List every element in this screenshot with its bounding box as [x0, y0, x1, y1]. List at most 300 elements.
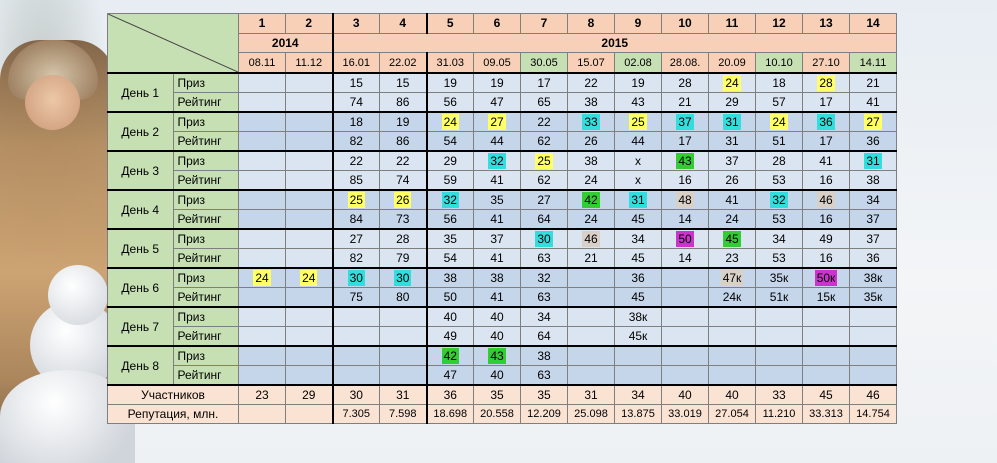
snowman-head-image [48, 265, 108, 325]
rating-value-cell [427, 210, 474, 230]
year-label: 2014 [239, 33, 333, 53]
prize-value-cell [568, 268, 615, 288]
rating-value-cell [521, 249, 568, 269]
participants-value: 30 [333, 385, 380, 405]
prize-value-cell [709, 190, 756, 210]
prize-value-cell [615, 307, 662, 327]
participants-value: 33 [756, 385, 803, 405]
prize-value-cell [521, 190, 568, 210]
rating-value: 16 [819, 212, 833, 226]
day-label: День 2 [108, 112, 174, 151]
rating-value-cell [803, 132, 850, 152]
prize-value: 34 [631, 232, 645, 246]
prize-value-cell [380, 307, 427, 327]
prize-value-cell [568, 73, 615, 93]
rating-value-cell [662, 366, 709, 386]
reputation-value: 27.054 [709, 405, 756, 424]
prize-value: 33 [584, 115, 598, 129]
rating-value-cell [803, 171, 850, 191]
rating-value-cell [333, 249, 380, 269]
prize-value: 19 [396, 115, 410, 129]
rating-value: 16 [678, 173, 692, 187]
rating-value: 35к [863, 290, 883, 304]
prize-value-cell [239, 346, 286, 366]
column-number: 3 [333, 14, 380, 34]
prize-value: 24 [443, 115, 457, 129]
rating-value-cell [615, 171, 662, 191]
rating-value-cell [239, 249, 286, 269]
day-3-rating-row [108, 171, 897, 191]
prize-value-cell [803, 112, 850, 132]
day-3-prize-row [108, 151, 897, 171]
rating-value-cell [662, 171, 709, 191]
rating-value-cell [709, 366, 756, 386]
rating-value: 41 [490, 290, 504, 304]
prize-value: 32 [772, 193, 786, 207]
rating-value: 17 [819, 134, 833, 148]
prize-value-cell [521, 112, 568, 132]
column-number: 5 [427, 14, 474, 34]
day-6-prize-row [108, 268, 897, 288]
rating-value-cell [427, 327, 474, 347]
prize-value: 48 [678, 193, 692, 207]
prize-value: 30 [537, 232, 551, 246]
rating-value-cell [286, 366, 333, 386]
prize-value-cell [380, 112, 427, 132]
rating-label: Рейтинг [173, 327, 239, 347]
reputation-value: 25.098 [568, 405, 615, 424]
rating-value-cell [380, 171, 427, 191]
prize-label: Приз [173, 268, 239, 288]
prize-value: 37 [866, 232, 880, 246]
rating-value: 45к [628, 329, 648, 343]
prize-value-cell [756, 346, 803, 366]
rating-value-cell [568, 132, 615, 152]
prize-value: 24 [772, 115, 786, 129]
prize-value: 34 [537, 310, 551, 324]
rating-value: 41 [490, 173, 504, 187]
rating-value: 64 [537, 329, 551, 343]
rating-value-cell [568, 288, 615, 308]
prize-value: 24 [255, 271, 269, 285]
rating-value-cell [709, 327, 756, 347]
year-label: 2015 [333, 33, 897, 53]
rating-value: 47 [490, 95, 504, 109]
column-number: 12 [756, 14, 803, 34]
rating-value: 45 [631, 212, 645, 226]
prize-value-cell [615, 229, 662, 249]
prize-value: 40 [443, 310, 457, 324]
rating-value: 80 [396, 290, 410, 304]
rating-value: 85 [349, 173, 363, 187]
prize-value-cell [850, 346, 897, 366]
rating-value-cell [239, 210, 286, 230]
prize-value-cell [239, 268, 286, 288]
column-number-row [108, 14, 897, 34]
prize-value-cell [380, 73, 427, 93]
prize-value-cell [239, 190, 286, 210]
rating-value: 31 [725, 134, 739, 148]
day-1-rating-row [108, 93, 897, 113]
prize-value: 46 [819, 193, 833, 207]
prize-value-cell [427, 346, 474, 366]
prize-value-cell [756, 73, 803, 93]
rating-value: 63 [537, 251, 551, 265]
rating-value-cell [709, 93, 756, 113]
prize-value-cell [427, 307, 474, 327]
rating-value-cell [850, 171, 897, 191]
prize-value: 15 [396, 76, 410, 90]
participants-value: 45 [803, 385, 850, 405]
prize-label: Приз [173, 190, 239, 210]
rating-value: 41 [490, 251, 504, 265]
rating-value: 40 [490, 329, 504, 343]
prize-value-cell [568, 190, 615, 210]
prize-value: 35к [769, 271, 789, 285]
rating-value-cell [427, 288, 474, 308]
prize-value-cell [615, 190, 662, 210]
prize-value-cell [756, 112, 803, 132]
prize-value: 25 [631, 115, 645, 129]
rating-value-cell [427, 171, 474, 191]
rating-value: 16 [819, 251, 833, 265]
rating-label: Рейтинг [173, 171, 239, 191]
rating-value-cell [850, 288, 897, 308]
rating-value-cell [615, 132, 662, 152]
rating-value: 84 [349, 212, 363, 226]
rating-value: 29 [725, 95, 739, 109]
rating-value: 62 [537, 173, 551, 187]
rating-value-cell [286, 210, 333, 230]
prize-label: Приз [173, 73, 239, 93]
rating-value: 36 [866, 134, 880, 148]
prize-value-cell [709, 307, 756, 327]
prize-value-cell [756, 151, 803, 171]
column-number: 7 [521, 14, 568, 34]
day-label: День 1 [108, 73, 174, 112]
date-cell: 14.11 [850, 53, 897, 73]
prize-value-cell [333, 229, 380, 249]
rating-value: х [635, 173, 641, 187]
rating-value-cell [380, 249, 427, 269]
rating-value-cell [333, 327, 380, 347]
rating-label: Рейтинг [173, 210, 239, 230]
prize-value-cell [333, 346, 380, 366]
rating-value-cell [239, 288, 286, 308]
rating-value: 63 [537, 368, 551, 382]
rating-value-cell [709, 249, 756, 269]
participants-value: 34 [615, 385, 662, 405]
rating-value-cell [333, 93, 380, 113]
rating-value: 63 [537, 290, 551, 304]
participants-value: 31 [380, 385, 427, 405]
rating-value-cell [615, 249, 662, 269]
day-2-prize-row [108, 112, 897, 132]
column-number: 1 [239, 14, 286, 34]
day-6-rating-row [108, 288, 897, 308]
rating-value: 53 [772, 173, 786, 187]
prize-value: 50к [816, 271, 836, 285]
reputation-value: 11.210 [756, 405, 803, 424]
prize-value-cell [756, 190, 803, 210]
prize-value-cell [380, 229, 427, 249]
prize-value-cell [427, 229, 474, 249]
rating-value: 79 [396, 251, 410, 265]
prize-value-cell [521, 73, 568, 93]
prize-value-cell [662, 268, 709, 288]
rating-value-cell [662, 327, 709, 347]
participants-value: 35 [521, 385, 568, 405]
rating-value-cell [474, 288, 521, 308]
rating-value-cell [756, 249, 803, 269]
rating-value-cell [427, 366, 474, 386]
prize-value: 27 [537, 193, 551, 207]
column-number: 10 [662, 14, 709, 34]
prize-value: 38к [863, 271, 883, 285]
rating-value: 59 [443, 173, 457, 187]
prize-value-cell [239, 229, 286, 249]
reputation-value: 20.558 [474, 405, 521, 424]
prize-value-cell [615, 346, 662, 366]
day-label: День 8 [108, 346, 174, 385]
prize-value-cell [286, 307, 333, 327]
prize-value: 35 [490, 193, 504, 207]
prize-value-cell [803, 73, 850, 93]
date-cell: 28.08. [662, 53, 709, 73]
day-8-prize-row [108, 346, 897, 366]
prize-value: 37 [490, 232, 504, 246]
prize-value: 31 [725, 115, 739, 129]
rating-value-cell [333, 288, 380, 308]
prize-value: 19 [443, 76, 457, 90]
rating-value: 24 [725, 212, 739, 226]
prize-value: 22 [537, 115, 551, 129]
rating-value-cell [521, 210, 568, 230]
prize-value-cell [615, 73, 662, 93]
prize-label: Приз [173, 229, 239, 249]
prize-value-cell [850, 151, 897, 171]
date-cell: 30.05 [521, 53, 568, 73]
reputation-value [286, 405, 333, 424]
prize-value-cell [474, 307, 521, 327]
prize-value-cell [239, 73, 286, 93]
prize-value: 38 [537, 349, 551, 363]
prize-value: 27 [349, 232, 363, 246]
rating-value: 24 [584, 212, 598, 226]
rating-value-cell [803, 210, 850, 230]
rating-value: 24 [584, 173, 598, 187]
prize-value: 17 [537, 76, 551, 90]
reputation-value: 12.209 [521, 405, 568, 424]
rating-value-cell [615, 288, 662, 308]
prize-value-cell [568, 307, 615, 327]
rating-value-cell [286, 249, 333, 269]
date-cell: 16.01 [333, 53, 380, 73]
rating-value-cell [286, 288, 333, 308]
day-label: День 5 [108, 229, 174, 268]
rating-value: 54 [443, 251, 457, 265]
prize-value-cell [474, 73, 521, 93]
rating-value-cell [474, 366, 521, 386]
prize-value: 42 [443, 349, 457, 363]
rating-value-cell [568, 327, 615, 347]
prize-value-cell [474, 268, 521, 288]
participants-value: 35 [474, 385, 521, 405]
reputation-value: 33.313 [803, 405, 850, 424]
participants-value: 23 [239, 385, 286, 405]
prize-value: 30 [396, 271, 410, 285]
rating-value-cell [239, 132, 286, 152]
reputation-row [108, 405, 897, 424]
rating-value-cell [850, 249, 897, 269]
rating-value-cell [756, 366, 803, 386]
participants-value: 40 [709, 385, 756, 405]
reputation-value: 14.754 [850, 405, 897, 424]
prize-label: Приз [173, 112, 239, 132]
prize-value: 32 [537, 271, 551, 285]
rating-value-cell [474, 132, 521, 152]
prize-value-cell [427, 112, 474, 132]
rating-value-cell [615, 366, 662, 386]
prize-value-cell [474, 229, 521, 249]
rating-value: 44 [490, 134, 504, 148]
rating-value-cell [662, 210, 709, 230]
prize-value: 30 [349, 271, 363, 285]
prize-value-cell [756, 307, 803, 327]
rating-label: Рейтинг [173, 93, 239, 113]
prize-value: 38 [490, 271, 504, 285]
day-label: День 7 [108, 307, 174, 346]
day-label: День 4 [108, 190, 174, 229]
prize-value: 29 [443, 154, 457, 168]
rating-value-cell [521, 171, 568, 191]
prize-value-cell [709, 346, 756, 366]
prize-value-cell [286, 190, 333, 210]
rating-value: 37 [866, 212, 880, 226]
rating-value: 43 [631, 95, 645, 109]
prize-value-cell [521, 346, 568, 366]
rating-value: 64 [537, 212, 551, 226]
rating-value-cell [380, 93, 427, 113]
reputation-value [239, 405, 286, 424]
prize-value: 41 [819, 154, 833, 168]
prize-value-cell [239, 307, 286, 327]
rating-value-cell [803, 93, 850, 113]
rating-value: 14 [678, 212, 692, 226]
rating-value: 21 [584, 251, 598, 265]
prize-value-cell [380, 346, 427, 366]
rating-value-cell [756, 171, 803, 191]
prize-value: 32 [490, 154, 504, 168]
prize-value-cell [850, 229, 897, 249]
prize-value-cell [380, 190, 427, 210]
prize-value-cell [286, 112, 333, 132]
participants-value: 40 [662, 385, 709, 405]
rating-value: 53 [772, 212, 786, 226]
rating-value-cell [850, 327, 897, 347]
prize-value: 40 [490, 310, 504, 324]
rating-value-cell [850, 210, 897, 230]
rating-value: 23 [725, 251, 739, 265]
rating-value-cell [380, 132, 427, 152]
prize-value-cell [427, 73, 474, 93]
rating-value-cell [427, 132, 474, 152]
prize-value: 36 [631, 271, 645, 285]
rating-value: 17 [678, 134, 692, 148]
rating-value-cell [427, 93, 474, 113]
rating-value: 36 [866, 251, 880, 265]
participants-label: Участников [108, 385, 239, 405]
rating-value-cell [333, 366, 380, 386]
prize-value: 26 [396, 193, 410, 207]
rating-value-cell [568, 249, 615, 269]
rating-value-cell [756, 210, 803, 230]
prize-value: 31 [866, 154, 880, 168]
rating-value-cell [662, 132, 709, 152]
rating-value: 41 [866, 95, 880, 109]
prize-value-cell [709, 112, 756, 132]
prize-value-cell [333, 73, 380, 93]
rating-value-cell [474, 210, 521, 230]
rating-value-cell [568, 210, 615, 230]
rating-value-cell [521, 288, 568, 308]
rating-value-cell [756, 93, 803, 113]
rating-value-cell [521, 327, 568, 347]
prize-value: 32 [443, 193, 457, 207]
prize-value-cell [756, 268, 803, 288]
participants-row [108, 385, 897, 405]
day-label: День 3 [108, 151, 174, 190]
rating-value-cell [709, 210, 756, 230]
rating-value-cell [709, 132, 756, 152]
prize-value-cell [662, 346, 709, 366]
day-label: День 6 [108, 268, 174, 307]
prize-value: 19 [490, 76, 504, 90]
prize-value-cell [709, 229, 756, 249]
rating-value-cell [286, 93, 333, 113]
rating-value: 26 [725, 173, 739, 187]
prize-value-cell [568, 151, 615, 171]
prize-value: 27 [866, 115, 880, 129]
rating-value-cell [709, 288, 756, 308]
date-cell: 08.11 [239, 53, 286, 73]
rating-value-cell [380, 210, 427, 230]
prize-value: 42 [584, 193, 598, 207]
column-number: 14 [850, 14, 897, 34]
rating-value-cell [380, 288, 427, 308]
rating-value-cell [756, 132, 803, 152]
rating-value: 45 [631, 290, 645, 304]
rating-value: 14 [678, 251, 692, 265]
rating-value: 51к [769, 290, 789, 304]
rating-value: 26 [584, 134, 598, 148]
rating-value-cell [615, 93, 662, 113]
prize-value-cell [803, 307, 850, 327]
prize-value: 28 [819, 76, 833, 90]
date-cell: 20.09 [709, 53, 756, 73]
rating-value-cell [521, 132, 568, 152]
rating-value-cell [756, 288, 803, 308]
prize-value: 27 [490, 115, 504, 129]
prize-value: 49 [819, 232, 833, 246]
rating-value-cell [662, 249, 709, 269]
prize-value-cell [803, 151, 850, 171]
rating-value-cell [756, 327, 803, 347]
rating-value: 16 [819, 173, 833, 187]
rating-value-cell [333, 132, 380, 152]
prize-value: 47к [722, 271, 742, 285]
prize-value-cell [521, 229, 568, 249]
